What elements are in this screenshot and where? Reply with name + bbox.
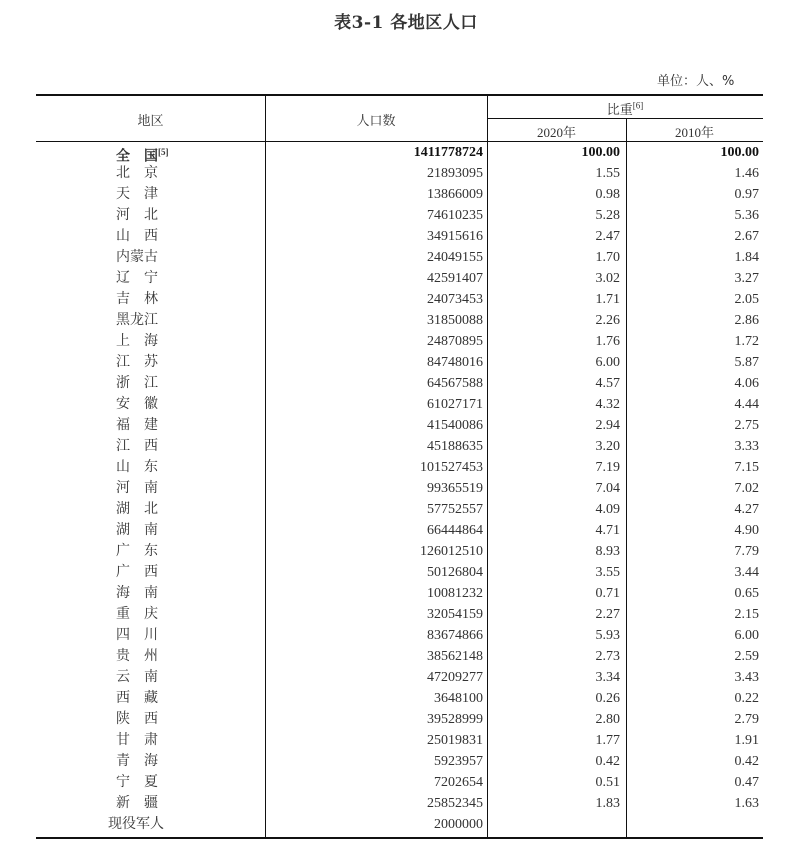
table-row (36, 499, 763, 520)
footnote-ref: [6] (632, 100, 644, 111)
region-cell: 西 藏 (116, 690, 158, 706)
share-2010-cell: 1.91 (734, 733, 759, 748)
table-row (36, 436, 763, 457)
region-cell: 甘 肃 (116, 732, 158, 748)
share-2010-cell: 2.15 (734, 607, 759, 622)
table-row (36, 814, 763, 835)
population-cell: 34915616 (427, 229, 483, 244)
share-2010-cell: 1.63 (734, 796, 759, 811)
share-2010-cell: 2.59 (734, 649, 759, 664)
region-cell: 浙 江 (116, 375, 158, 391)
header-region-label: 地区 (137, 114, 164, 129)
share-2020-cell: 3.02 (595, 271, 620, 286)
region-cell: 山 西 (116, 228, 158, 244)
share-2010-cell: 2.86 (734, 313, 759, 328)
share-2010-cell: 3.33 (734, 439, 759, 454)
share-2020-cell: 5.28 (595, 208, 620, 223)
top-rule (36, 94, 763, 96)
population-cell: 57752557 (427, 502, 483, 517)
share-2010-cell: 2.05 (734, 292, 759, 307)
share-2010-cell: 1.72 (734, 334, 759, 349)
share-2010-cell: 0.22 (734, 691, 759, 706)
share-2010-cell: 1.46 (734, 166, 759, 181)
region-cell: 吉 林 (116, 291, 158, 307)
share-2010-cell: 5.36 (734, 208, 759, 223)
population-cell: 47209277 (427, 670, 483, 685)
population-cell: 42591407 (427, 271, 483, 286)
header-year-2020 (487, 122, 626, 141)
region-cell: 湖 北 (116, 501, 158, 517)
region-cell: 青 海 (116, 753, 158, 769)
population-cell: 32054159 (427, 607, 483, 622)
table-row (36, 310, 763, 331)
region-cell (116, 142, 186, 163)
table-row (36, 184, 763, 205)
table-row (36, 730, 763, 751)
share-2010-cell: 2.79 (734, 712, 759, 727)
unit-label: 单位：人、% (657, 74, 735, 89)
population-cell: 84748016 (427, 355, 483, 370)
share-2020-cell: 4.32 (595, 397, 620, 412)
population-cell: 38562148 (427, 649, 483, 664)
population-cell: 24870895 (427, 334, 483, 349)
population-cell: 50126804 (427, 565, 483, 580)
bottom-rule (36, 837, 763, 839)
population-cell: 2000000 (434, 817, 483, 832)
share-2010-cell: 3.44 (734, 565, 759, 580)
population-cell: 1411778724 (413, 145, 483, 160)
share-2020-cell: 0.51 (595, 775, 620, 790)
region-cell: 海 南 (116, 585, 158, 601)
header-population-label: 人口数 (356, 114, 396, 129)
population-cell: 10081232 (427, 586, 483, 601)
header-region (36, 110, 265, 129)
population-cell: 7202654 (434, 775, 483, 790)
population-cell: 21893095 (427, 166, 483, 181)
table-row-total (36, 142, 763, 163)
table-row (36, 625, 763, 646)
region-cell: 江 苏 (116, 354, 158, 370)
share-2010-cell: 3.27 (734, 271, 759, 286)
share-2020-cell: 1.55 (595, 166, 620, 181)
share-2020-cell: 2.94 (595, 418, 620, 433)
region-cell: 现役军人 (108, 816, 164, 832)
table-row (36, 226, 763, 247)
share-2020-cell: 0.42 (595, 754, 620, 769)
share-2020-cell: 1.71 (595, 292, 620, 307)
header-population (265, 110, 487, 129)
share-2020-cell: 1.77 (595, 733, 620, 748)
table-row (36, 457, 763, 478)
region-cell: 河 南 (116, 480, 158, 496)
share-2020-cell: 100.00 (581, 145, 620, 160)
share-2020-cell: 1.70 (595, 250, 620, 265)
population-cell: 25852345 (427, 796, 483, 811)
table-row (36, 205, 763, 226)
share-2010-cell: 0.47 (734, 775, 759, 790)
table-row (36, 667, 763, 688)
share-2010-cell: 2.75 (734, 418, 759, 433)
region-cell: 安 徽 (116, 396, 158, 412)
population-cell: 31850088 (427, 313, 483, 328)
population-cell: 99365519 (427, 481, 483, 496)
population-cell: 24073453 (427, 292, 483, 307)
table-row (36, 352, 763, 373)
share-2010-cell: 0.42 (734, 754, 759, 769)
population-cell: 101527453 (420, 460, 483, 475)
share-2020-cell: 0.71 (595, 586, 620, 601)
table-title: 表3-1 各地区人口 (334, 13, 478, 33)
share-2020-cell: 2.47 (595, 229, 620, 244)
region-cell: 广 西 (116, 564, 158, 580)
population-cell: 126012510 (420, 544, 483, 559)
share-2010-cell: 4.27 (734, 502, 759, 517)
table-row (36, 331, 763, 352)
share-2010-cell: 100.00 (720, 145, 759, 160)
share-2020-cell: 2.27 (595, 607, 620, 622)
share-2020-cell: 2.80 (595, 712, 620, 727)
population-cell: 41540086 (427, 418, 483, 433)
share-2020-cell: 3.20 (595, 439, 620, 454)
table-row (36, 373, 763, 394)
share-2020-cell: 6.00 (595, 355, 620, 370)
share-2010-cell: 7.79 (734, 544, 759, 559)
table-row (36, 751, 763, 772)
region-cell: 湖 南 (116, 522, 158, 538)
table-row (36, 583, 763, 604)
share-2010-cell (626, 814, 759, 835)
share-2020-cell: 2.26 (595, 313, 620, 328)
share-2010-cell: 0.97 (734, 187, 759, 202)
share-2020-cell: 0.98 (595, 187, 620, 202)
region-cell: 山 东 (116, 459, 158, 475)
population-cell: 39528999 (427, 712, 483, 727)
header-year-2020-label: 2020年 (536, 125, 576, 140)
share-2020-cell: 8.93 (595, 544, 620, 559)
region-cell: 河 北 (116, 207, 158, 223)
region-cell: 上 海 (116, 333, 158, 349)
region-cell: 天 津 (116, 186, 158, 202)
table-row (36, 709, 763, 730)
share-2010-cell: 3.43 (734, 670, 759, 685)
share-2020-cell: 4.57 (595, 376, 620, 391)
population-cell: 45188635 (427, 439, 483, 454)
region-cell: 广 东 (116, 543, 158, 559)
share-2010-cell: 0.65 (734, 586, 759, 601)
share-2010-cell: 2.67 (734, 229, 759, 244)
share-2020-cell: 4.71 (595, 523, 620, 538)
header-year-2010-label: 2010年 (674, 125, 714, 140)
population-cell: 74610235 (427, 208, 483, 223)
population-cell: 13866009 (427, 187, 483, 202)
header-year-2010 (626, 122, 763, 141)
region-cell: 新 疆 (116, 795, 158, 811)
share-2020-cell (487, 814, 620, 835)
region-cell: 宁 夏 (116, 774, 158, 790)
table-row (36, 289, 763, 310)
share-2010-cell: 4.06 (734, 376, 759, 391)
header-share (487, 99, 763, 118)
population-cell: 25019831 (427, 733, 483, 748)
share-2020-cell: 1.83 (595, 796, 620, 811)
population-cell: 3648100 (434, 691, 483, 706)
region-cell: 辽 宁 (116, 270, 158, 286)
population-cell: 5923957 (434, 754, 483, 769)
table-row (36, 478, 763, 499)
region-cell: 四 川 (116, 627, 158, 643)
population-cell: 66444864 (427, 523, 483, 538)
share-2020-cell: 7.19 (595, 460, 620, 475)
table-row (36, 793, 763, 814)
table-row (36, 520, 763, 541)
share-2020-cell: 3.55 (595, 565, 620, 580)
table-row (36, 541, 763, 562)
region-cell: 陕 西 (116, 711, 158, 727)
region-cell: 北 京 (116, 165, 158, 181)
share-2020-cell: 3.34 (595, 670, 620, 685)
table-row (36, 562, 763, 583)
share-2020-cell: 1.76 (595, 334, 620, 349)
population-cell: 83674866 (427, 628, 483, 643)
table-row (36, 604, 763, 625)
footnote-ref: [5] (158, 147, 169, 157)
region-cell: 贵 州 (116, 648, 158, 664)
share-2020-cell: 2.73 (595, 649, 620, 664)
table-row (36, 415, 763, 436)
region-cell: 福 建 (116, 417, 158, 433)
share-2020-cell: 7.04 (595, 481, 620, 496)
share-2010-cell: 4.44 (734, 397, 759, 412)
population-cell: 61027171 (427, 397, 483, 412)
population-cell: 24049155 (427, 250, 483, 265)
share-2020-cell: 5.93 (595, 628, 620, 643)
header-sub-rule (487, 118, 763, 119)
region-cell: 江 西 (116, 438, 158, 454)
region-cell: 黑龙江 (116, 312, 158, 328)
table-row (36, 247, 763, 268)
region-cell: 重 庆 (116, 606, 158, 622)
region-cell: 云 南 (116, 669, 158, 685)
share-2010-cell: 7.02 (734, 481, 759, 496)
table-row (36, 268, 763, 289)
table-row (36, 772, 763, 793)
share-2010-cell: 4.90 (734, 523, 759, 538)
share-2010-cell: 6.00 (734, 628, 759, 643)
share-2010-cell: 1.84 (734, 250, 759, 265)
table-row (36, 394, 763, 415)
share-2020-cell: 0.26 (595, 691, 620, 706)
share-2010-cell: 5.87 (734, 355, 759, 370)
table-row (36, 646, 763, 667)
region-cell: 内蒙古 (116, 249, 158, 265)
table-row (36, 688, 763, 709)
share-2010-cell: 7.15 (734, 460, 759, 475)
region-name: 全 国 (116, 148, 158, 165)
population-cell: 64567588 (427, 376, 483, 391)
table-row (36, 163, 763, 184)
share-2020-cell: 4.09 (595, 502, 620, 517)
header-share-label: 比重 (606, 103, 633, 118)
